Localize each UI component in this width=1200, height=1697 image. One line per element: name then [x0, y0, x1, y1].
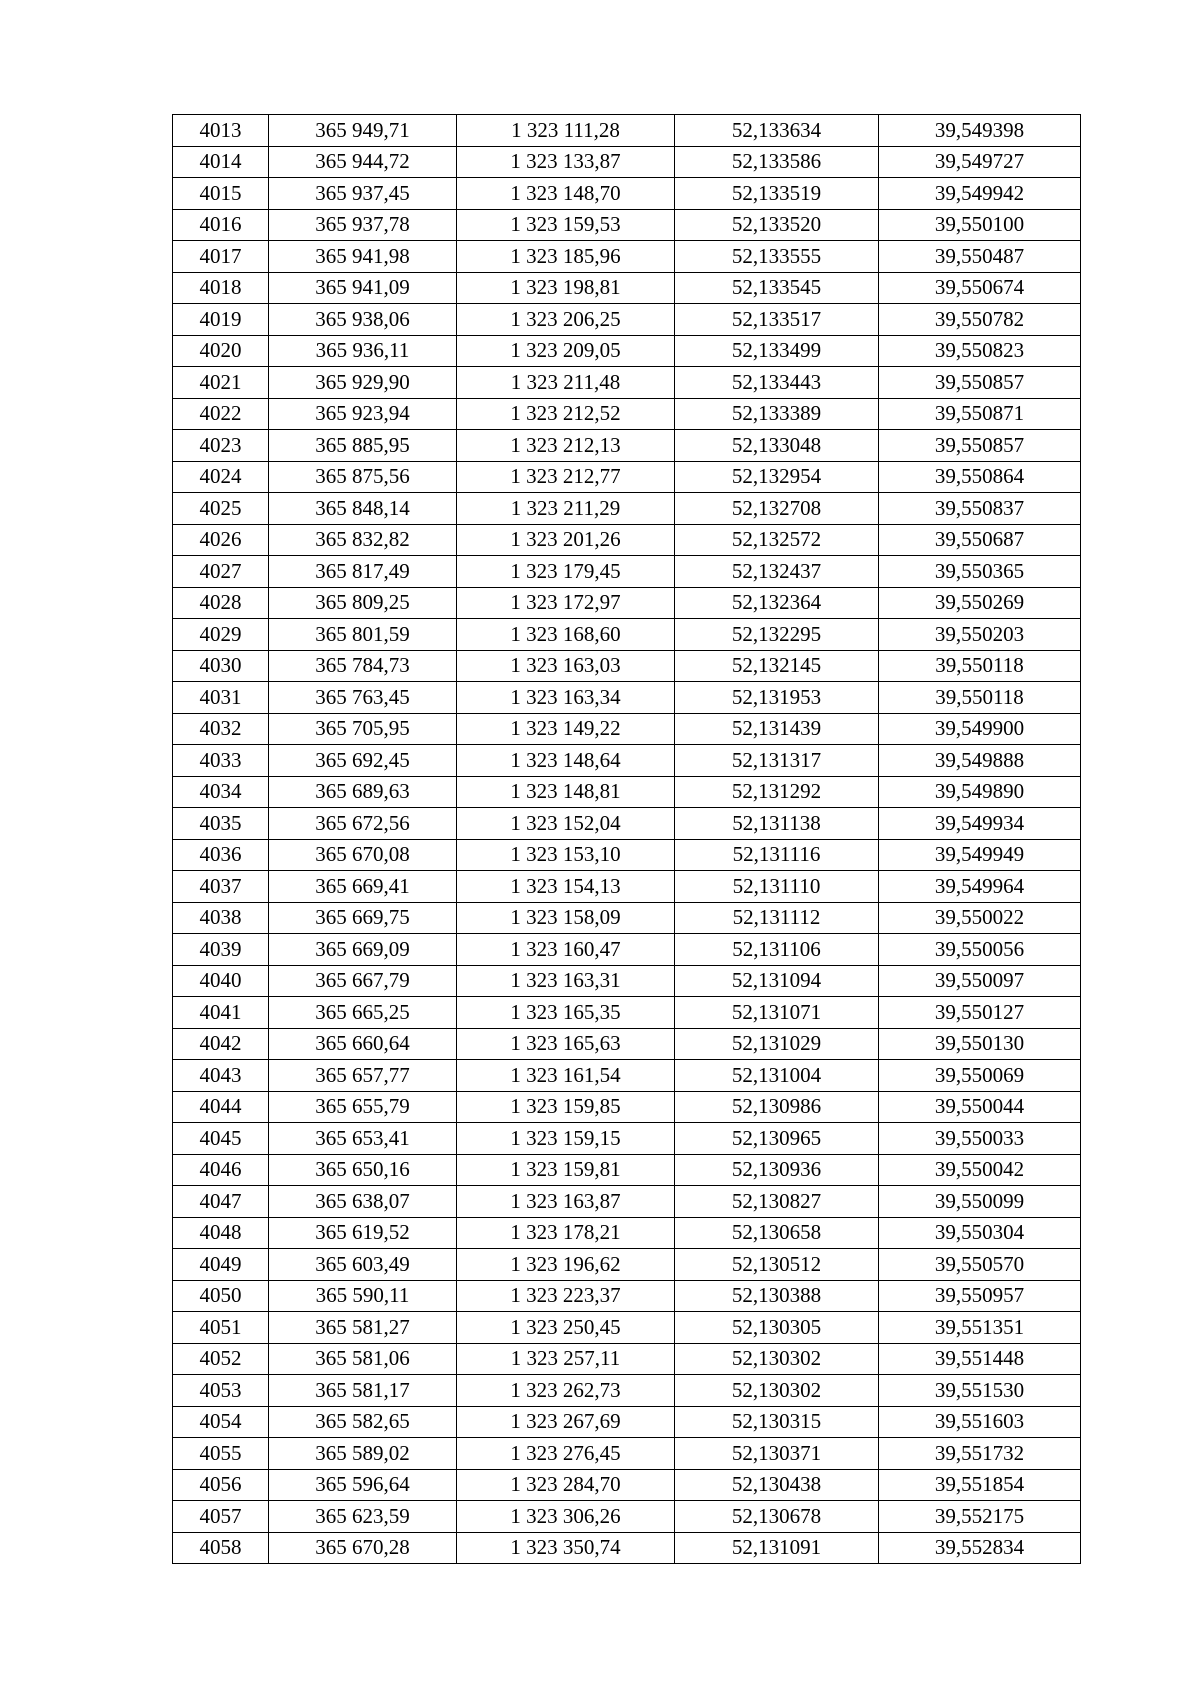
latitude-cell: 52,132708 — [675, 493, 879, 525]
latitude-cell: 52,131091 — [675, 1532, 879, 1564]
x-coordinate-cell: 365 670,28 — [269, 1532, 457, 1564]
longitude-cell: 39,550097 — [879, 965, 1081, 997]
table-row — [173, 241, 1081, 273]
x-coordinate-cell: 365 590,11 — [269, 1280, 457, 1312]
latitude-cell: 52,133520 — [675, 209, 879, 241]
latitude-cell: 52,131138 — [675, 808, 879, 840]
latitude-cell: 52,130986 — [675, 1091, 879, 1123]
latitude-cell: 52,131106 — [675, 934, 879, 966]
x-coordinate-cell: 365 667,79 — [269, 965, 457, 997]
longitude-cell: 39,550837 — [879, 493, 1081, 525]
point-number-cell: 4056 — [173, 1469, 269, 1501]
y-coordinate-cell: 1 323 148,64 — [457, 745, 675, 777]
x-coordinate-cell: 365 692,45 — [269, 745, 457, 777]
table-row — [173, 556, 1081, 588]
table-row — [173, 1280, 1081, 1312]
x-coordinate-cell: 365 944,72 — [269, 146, 457, 178]
longitude-cell: 39,551603 — [879, 1406, 1081, 1438]
point-number-cell: 4023 — [173, 430, 269, 462]
x-coordinate-cell: 365 581,27 — [269, 1312, 457, 1344]
y-coordinate-cell: 1 323 211,29 — [457, 493, 675, 525]
table-row — [173, 304, 1081, 336]
x-coordinate-cell: 365 937,78 — [269, 209, 457, 241]
point-number-cell: 4038 — [173, 902, 269, 934]
y-coordinate-cell: 1 323 185,96 — [457, 241, 675, 273]
latitude-cell: 52,132145 — [675, 650, 879, 682]
point-number-cell: 4045 — [173, 1123, 269, 1155]
longitude-cell: 39,549942 — [879, 178, 1081, 210]
point-number-cell: 4026 — [173, 524, 269, 556]
y-coordinate-cell: 1 323 196,62 — [457, 1249, 675, 1281]
y-coordinate-cell: 1 323 276,45 — [457, 1438, 675, 1470]
table-row — [173, 115, 1081, 147]
longitude-cell: 39,551448 — [879, 1343, 1081, 1375]
longitude-cell: 39,550823 — [879, 335, 1081, 367]
point-number-cell: 4043 — [173, 1060, 269, 1092]
y-coordinate-cell: 1 323 211,48 — [457, 367, 675, 399]
x-coordinate-cell: 365 623,59 — [269, 1501, 457, 1533]
point-number-cell: 4013 — [173, 115, 269, 147]
longitude-cell: 39,552834 — [879, 1532, 1081, 1564]
latitude-cell: 52,132295 — [675, 619, 879, 651]
y-coordinate-cell: 1 323 350,74 — [457, 1532, 675, 1564]
y-coordinate-cell: 1 323 160,47 — [457, 934, 675, 966]
longitude-cell: 39,550130 — [879, 1028, 1081, 1060]
x-coordinate-cell: 365 669,09 — [269, 934, 457, 966]
latitude-cell: 52,131112 — [675, 902, 879, 934]
x-coordinate-cell: 365 669,75 — [269, 902, 457, 934]
point-number-cell: 4030 — [173, 650, 269, 682]
latitude-cell: 52,130388 — [675, 1280, 879, 1312]
latitude-cell: 52,133519 — [675, 178, 879, 210]
x-coordinate-cell: 365 655,79 — [269, 1091, 457, 1123]
y-coordinate-cell: 1 323 111,28 — [457, 115, 675, 147]
latitude-cell: 52,133586 — [675, 146, 879, 178]
table-row — [173, 367, 1081, 399]
y-coordinate-cell: 1 323 206,25 — [457, 304, 675, 336]
point-number-cell: 4040 — [173, 965, 269, 997]
x-coordinate-cell: 365 589,02 — [269, 1438, 457, 1470]
latitude-cell: 52,131116 — [675, 839, 879, 871]
y-coordinate-cell: 1 323 163,31 — [457, 965, 675, 997]
latitude-cell: 52,131029 — [675, 1028, 879, 1060]
table-row — [173, 1249, 1081, 1281]
longitude-cell: 39,550269 — [879, 587, 1081, 619]
table-row — [173, 1469, 1081, 1501]
point-number-cell: 4027 — [173, 556, 269, 588]
table-row — [173, 461, 1081, 493]
y-coordinate-cell: 1 323 267,69 — [457, 1406, 675, 1438]
latitude-cell: 52,132572 — [675, 524, 879, 556]
coordinates-table — [172, 114, 1081, 1564]
point-number-cell: 4024 — [173, 461, 269, 493]
point-number-cell: 4049 — [173, 1249, 269, 1281]
longitude-cell: 39,550203 — [879, 619, 1081, 651]
table-row — [173, 871, 1081, 903]
longitude-cell: 39,549934 — [879, 808, 1081, 840]
longitude-cell: 39,550782 — [879, 304, 1081, 336]
longitude-cell: 39,551732 — [879, 1438, 1081, 1470]
x-coordinate-cell: 365 817,49 — [269, 556, 457, 588]
y-coordinate-cell: 1 323 212,77 — [457, 461, 675, 493]
y-coordinate-cell: 1 323 154,13 — [457, 871, 675, 903]
point-number-cell: 4046 — [173, 1154, 269, 1186]
table-row — [173, 713, 1081, 745]
longitude-cell: 39,549949 — [879, 839, 1081, 871]
x-coordinate-cell: 365 653,41 — [269, 1123, 457, 1155]
y-coordinate-cell: 1 323 158,09 — [457, 902, 675, 934]
point-number-cell: 4042 — [173, 1028, 269, 1060]
y-coordinate-cell: 1 323 163,34 — [457, 682, 675, 714]
longitude-cell: 39,550304 — [879, 1217, 1081, 1249]
x-coordinate-cell: 365 832,82 — [269, 524, 457, 556]
longitude-cell: 39,550957 — [879, 1280, 1081, 1312]
point-number-cell: 4051 — [173, 1312, 269, 1344]
latitude-cell: 52,133443 — [675, 367, 879, 399]
point-number-cell: 4054 — [173, 1406, 269, 1438]
point-number-cell: 4052 — [173, 1343, 269, 1375]
x-coordinate-cell: 365 923,94 — [269, 398, 457, 430]
x-coordinate-cell: 365 936,11 — [269, 335, 457, 367]
latitude-cell: 52,131094 — [675, 965, 879, 997]
y-coordinate-cell: 1 323 159,15 — [457, 1123, 675, 1155]
longitude-cell: 39,550033 — [879, 1123, 1081, 1155]
x-coordinate-cell: 365 669,41 — [269, 871, 457, 903]
x-coordinate-cell: 365 596,64 — [269, 1469, 457, 1501]
table-row — [173, 1438, 1081, 1470]
longitude-cell: 39,549727 — [879, 146, 1081, 178]
x-coordinate-cell: 365 784,73 — [269, 650, 457, 682]
x-coordinate-cell: 365 937,45 — [269, 178, 457, 210]
longitude-cell: 39,549900 — [879, 713, 1081, 745]
table-row — [173, 650, 1081, 682]
point-number-cell: 4036 — [173, 839, 269, 871]
table-row — [173, 745, 1081, 777]
y-coordinate-cell: 1 323 172,97 — [457, 587, 675, 619]
longitude-cell: 39,550118 — [879, 682, 1081, 714]
latitude-cell: 52,131292 — [675, 776, 879, 808]
table-row — [173, 178, 1081, 210]
table-row — [173, 619, 1081, 651]
point-number-cell: 4018 — [173, 272, 269, 304]
y-coordinate-cell: 1 323 212,52 — [457, 398, 675, 430]
table-row — [173, 839, 1081, 871]
x-coordinate-cell: 365 689,63 — [269, 776, 457, 808]
longitude-cell: 39,550042 — [879, 1154, 1081, 1186]
x-coordinate-cell: 365 875,56 — [269, 461, 457, 493]
point-number-cell: 4041 — [173, 997, 269, 1029]
y-coordinate-cell: 1 323 179,45 — [457, 556, 675, 588]
y-coordinate-cell: 1 323 163,87 — [457, 1186, 675, 1218]
latitude-cell: 52,133499 — [675, 335, 879, 367]
x-coordinate-cell: 365 809,25 — [269, 587, 457, 619]
x-coordinate-cell: 365 801,59 — [269, 619, 457, 651]
x-coordinate-cell: 365 885,95 — [269, 430, 457, 462]
latitude-cell: 52,133634 — [675, 115, 879, 147]
y-coordinate-cell: 1 323 257,11 — [457, 1343, 675, 1375]
longitude-cell: 39,550118 — [879, 650, 1081, 682]
latitude-cell: 52,130305 — [675, 1312, 879, 1344]
latitude-cell: 52,132954 — [675, 461, 879, 493]
y-coordinate-cell: 1 323 165,35 — [457, 997, 675, 1029]
y-coordinate-cell: 1 323 168,60 — [457, 619, 675, 651]
point-number-cell: 4029 — [173, 619, 269, 651]
table-row — [173, 1375, 1081, 1407]
y-coordinate-cell: 1 323 165,63 — [457, 1028, 675, 1060]
latitude-cell: 52,131110 — [675, 871, 879, 903]
y-coordinate-cell: 1 323 201,26 — [457, 524, 675, 556]
table-row — [173, 209, 1081, 241]
x-coordinate-cell: 365 660,64 — [269, 1028, 457, 1060]
y-coordinate-cell: 1 323 306,26 — [457, 1501, 675, 1533]
point-number-cell: 4021 — [173, 367, 269, 399]
table-row — [173, 1060, 1081, 1092]
latitude-cell: 52,133389 — [675, 398, 879, 430]
table-row — [173, 1312, 1081, 1344]
y-coordinate-cell: 1 323 148,70 — [457, 178, 675, 210]
table-row — [173, 1501, 1081, 1533]
point-number-cell: 4039 — [173, 934, 269, 966]
table-row — [173, 430, 1081, 462]
y-coordinate-cell: 1 323 133,87 — [457, 146, 675, 178]
longitude-cell: 39,551530 — [879, 1375, 1081, 1407]
latitude-cell: 52,130827 — [675, 1186, 879, 1218]
x-coordinate-cell: 365 619,52 — [269, 1217, 457, 1249]
x-coordinate-cell: 365 941,09 — [269, 272, 457, 304]
y-coordinate-cell: 1 323 212,13 — [457, 430, 675, 462]
point-number-cell: 4055 — [173, 1438, 269, 1470]
latitude-cell: 52,133517 — [675, 304, 879, 336]
latitude-cell: 52,130936 — [675, 1154, 879, 1186]
table-row — [173, 1406, 1081, 1438]
point-number-cell: 4050 — [173, 1280, 269, 1312]
table-row — [173, 1028, 1081, 1060]
latitude-cell: 52,133048 — [675, 430, 879, 462]
x-coordinate-cell: 365 763,45 — [269, 682, 457, 714]
y-coordinate-cell: 1 323 159,53 — [457, 209, 675, 241]
latitude-cell: 52,130512 — [675, 1249, 879, 1281]
latitude-cell: 52,130302 — [675, 1375, 879, 1407]
x-coordinate-cell: 365 657,77 — [269, 1060, 457, 1092]
table-row — [173, 965, 1081, 997]
table-row — [173, 272, 1081, 304]
latitude-cell: 52,132364 — [675, 587, 879, 619]
point-number-cell: 4048 — [173, 1217, 269, 1249]
x-coordinate-cell: 365 650,16 — [269, 1154, 457, 1186]
table-row — [173, 335, 1081, 367]
latitude-cell: 52,130658 — [675, 1217, 879, 1249]
x-coordinate-cell: 365 582,65 — [269, 1406, 457, 1438]
latitude-cell: 52,130438 — [675, 1469, 879, 1501]
longitude-cell: 39,550570 — [879, 1249, 1081, 1281]
longitude-cell: 39,550487 — [879, 241, 1081, 273]
point-number-cell: 4047 — [173, 1186, 269, 1218]
y-coordinate-cell: 1 323 209,05 — [457, 335, 675, 367]
latitude-cell: 52,130965 — [675, 1123, 879, 1155]
point-number-cell: 4025 — [173, 493, 269, 525]
x-coordinate-cell: 365 938,06 — [269, 304, 457, 336]
longitude-cell: 39,552175 — [879, 1501, 1081, 1533]
x-coordinate-cell: 365 670,08 — [269, 839, 457, 871]
longitude-cell: 39,550857 — [879, 367, 1081, 399]
longitude-cell: 39,550365 — [879, 556, 1081, 588]
longitude-cell: 39,550044 — [879, 1091, 1081, 1123]
latitude-cell: 52,133555 — [675, 241, 879, 273]
y-coordinate-cell: 1 323 159,81 — [457, 1154, 675, 1186]
longitude-cell: 39,549964 — [879, 871, 1081, 903]
x-coordinate-cell: 365 603,49 — [269, 1249, 457, 1281]
table-row — [173, 776, 1081, 808]
latitude-cell: 52,130315 — [675, 1406, 879, 1438]
point-number-cell: 4053 — [173, 1375, 269, 1407]
longitude-cell: 39,551854 — [879, 1469, 1081, 1501]
latitude-cell: 52,132437 — [675, 556, 879, 588]
point-number-cell: 4033 — [173, 745, 269, 777]
y-coordinate-cell: 1 323 262,73 — [457, 1375, 675, 1407]
table-row — [173, 398, 1081, 430]
point-number-cell: 4019 — [173, 304, 269, 336]
x-coordinate-cell: 365 581,06 — [269, 1343, 457, 1375]
longitude-cell: 39,550871 — [879, 398, 1081, 430]
longitude-cell: 39,550674 — [879, 272, 1081, 304]
table-row — [173, 997, 1081, 1029]
y-coordinate-cell: 1 323 178,21 — [457, 1217, 675, 1249]
table-row — [173, 902, 1081, 934]
point-number-cell: 4028 — [173, 587, 269, 619]
point-number-cell: 4058 — [173, 1532, 269, 1564]
longitude-cell: 39,550100 — [879, 209, 1081, 241]
y-coordinate-cell: 1 323 284,70 — [457, 1469, 675, 1501]
longitude-cell: 39,550127 — [879, 997, 1081, 1029]
latitude-cell: 52,130302 — [675, 1343, 879, 1375]
point-number-cell: 4037 — [173, 871, 269, 903]
y-coordinate-cell: 1 323 152,04 — [457, 808, 675, 840]
point-number-cell: 4032 — [173, 713, 269, 745]
table-row — [173, 808, 1081, 840]
table-row — [173, 587, 1081, 619]
table-row — [173, 1154, 1081, 1186]
longitude-cell: 39,549888 — [879, 745, 1081, 777]
point-number-cell: 4057 — [173, 1501, 269, 1533]
x-coordinate-cell: 365 665,25 — [269, 997, 457, 1029]
longitude-cell: 39,550056 — [879, 934, 1081, 966]
table-row — [173, 1123, 1081, 1155]
point-number-cell: 4044 — [173, 1091, 269, 1123]
y-coordinate-cell: 1 323 161,54 — [457, 1060, 675, 1092]
longitude-cell: 39,551351 — [879, 1312, 1081, 1344]
longitude-cell: 39,550099 — [879, 1186, 1081, 1218]
longitude-cell: 39,549398 — [879, 115, 1081, 147]
y-coordinate-cell: 1 323 250,45 — [457, 1312, 675, 1344]
y-coordinate-cell: 1 323 148,81 — [457, 776, 675, 808]
table-row — [173, 1343, 1081, 1375]
coordinates-table-body — [173, 115, 1081, 1564]
point-number-cell: 4031 — [173, 682, 269, 714]
latitude-cell: 52,130371 — [675, 1438, 879, 1470]
point-number-cell: 4020 — [173, 335, 269, 367]
latitude-cell: 52,131953 — [675, 682, 879, 714]
point-number-cell: 4014 — [173, 146, 269, 178]
table-row — [173, 1091, 1081, 1123]
x-coordinate-cell: 365 672,56 — [269, 808, 457, 840]
y-coordinate-cell: 1 323 159,85 — [457, 1091, 675, 1123]
x-coordinate-cell: 365 848,14 — [269, 493, 457, 525]
latitude-cell: 52,131004 — [675, 1060, 879, 1092]
table-row — [173, 1217, 1081, 1249]
x-coordinate-cell: 365 705,95 — [269, 713, 457, 745]
table-row — [173, 934, 1081, 966]
latitude-cell: 52,131317 — [675, 745, 879, 777]
table-row — [173, 493, 1081, 525]
y-coordinate-cell: 1 323 198,81 — [457, 272, 675, 304]
x-coordinate-cell: 365 638,07 — [269, 1186, 457, 1218]
longitude-cell: 39,550022 — [879, 902, 1081, 934]
latitude-cell: 52,131071 — [675, 997, 879, 1029]
latitude-cell: 52,133545 — [675, 272, 879, 304]
y-coordinate-cell: 1 323 149,22 — [457, 713, 675, 745]
longitude-cell: 39,550864 — [879, 461, 1081, 493]
x-coordinate-cell: 365 949,71 — [269, 115, 457, 147]
point-number-cell: 4015 — [173, 178, 269, 210]
x-coordinate-cell: 365 929,90 — [269, 367, 457, 399]
point-number-cell: 4022 — [173, 398, 269, 430]
longitude-cell: 39,550687 — [879, 524, 1081, 556]
table-row — [173, 1532, 1081, 1564]
x-coordinate-cell: 365 941,98 — [269, 241, 457, 273]
point-number-cell: 4016 — [173, 209, 269, 241]
point-number-cell: 4035 — [173, 808, 269, 840]
y-coordinate-cell: 1 323 163,03 — [457, 650, 675, 682]
y-coordinate-cell: 1 323 223,37 — [457, 1280, 675, 1312]
longitude-cell: 39,550069 — [879, 1060, 1081, 1092]
longitude-cell: 39,549890 — [879, 776, 1081, 808]
table-row — [173, 524, 1081, 556]
table-row — [173, 1186, 1081, 1218]
table-row — [173, 682, 1081, 714]
point-number-cell: 4017 — [173, 241, 269, 273]
table-row — [173, 146, 1081, 178]
longitude-cell: 39,550857 — [879, 430, 1081, 462]
x-coordinate-cell: 365 581,17 — [269, 1375, 457, 1407]
latitude-cell: 52,130678 — [675, 1501, 879, 1533]
latitude-cell: 52,131439 — [675, 713, 879, 745]
point-number-cell: 4034 — [173, 776, 269, 808]
y-coordinate-cell: 1 323 153,10 — [457, 839, 675, 871]
